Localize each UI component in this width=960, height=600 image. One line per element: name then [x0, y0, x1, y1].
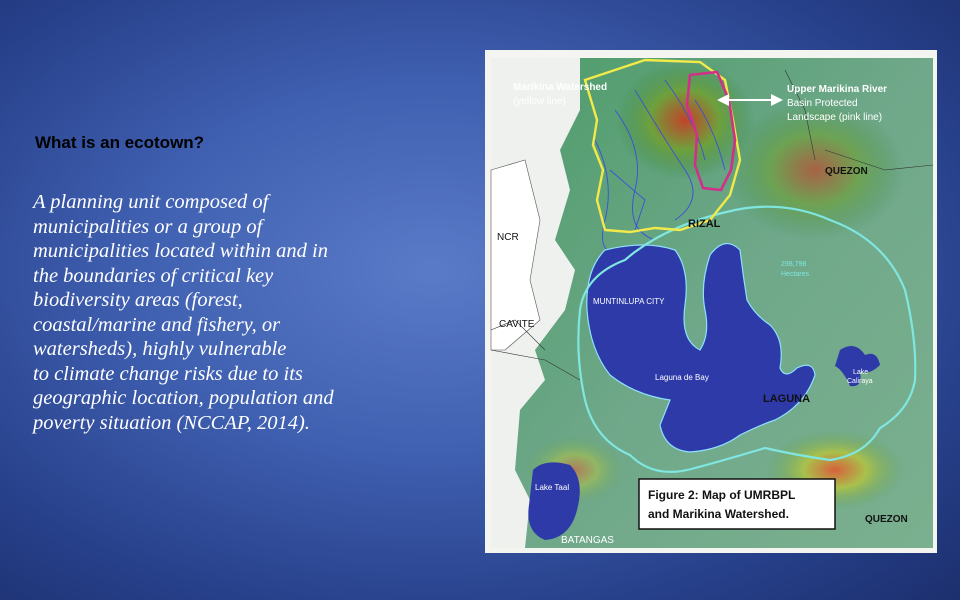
body-line: geographic location, population and: [33, 387, 334, 409]
slide-heading: What is an ecotown?: [35, 133, 205, 152]
label-lake-taal: Lake Taal: [535, 483, 570, 492]
legend-protected-basin: Basin Protected: [787, 98, 858, 109]
body-line: watersheds), highly vulnerable: [33, 338, 287, 360]
label-area-value: 298,798: [781, 261, 807, 268]
label-laguna-de-bay: Laguna de Bay: [655, 373, 709, 382]
legend-marikina-watershed-note: (yellow line): [513, 96, 566, 107]
label-laguna: LAGUNA: [763, 393, 811, 405]
label-ncr: NCR: [497, 232, 519, 243]
label-rizal: RIZAL: [688, 218, 721, 230]
body-line: municipalities or a group of: [33, 215, 263, 238]
body-line: municipalities located within and in: [33, 240, 328, 262]
body-line: biodiversity areas (forest,: [33, 289, 243, 311]
legend-upper-marikina: Upper Marikina River: [787, 84, 888, 95]
figure-caption-line1: Figure 2: Map of UMRBPL: [648, 488, 796, 502]
label-muntinlupa-city: MUNTINLUPA CITY: [593, 297, 665, 306]
body-line: to climate change risks due to its: [33, 362, 303, 385]
label-batangas: BATANGAS: [561, 535, 614, 546]
label-area-unit: Hectares: [781, 271, 810, 278]
figure-caption-line2: and Marikina Watershed.: [648, 507, 789, 521]
label-lake-caliraya-2: Caliraya: [847, 378, 873, 385]
body-line: poverty situation (NCCAP, 2014).: [33, 411, 310, 434]
figure-caption-box: [639, 479, 835, 529]
label-quezon-bottom: QUEZON: [865, 514, 908, 525]
body-line: coastal/marine and fishery, or: [33, 313, 281, 336]
body-line: the boundaries of critical key: [33, 264, 274, 287]
slide-body-text: [33, 190, 453, 435]
label-lake-caliraya-1: Lake: [853, 369, 869, 376]
watershed-map: [485, 50, 937, 553]
label-cavite: CAVITE: [499, 319, 535, 330]
body-line: A planning unit composed of: [33, 191, 269, 213]
legend-marikina-watershed: Marikina Watershed: [513, 82, 608, 93]
watershed-map-figure: [485, 50, 937, 553]
legend-protected-landscape: Landscape (pink line): [787, 112, 883, 123]
label-quezon-top: QUEZON: [825, 166, 868, 177]
